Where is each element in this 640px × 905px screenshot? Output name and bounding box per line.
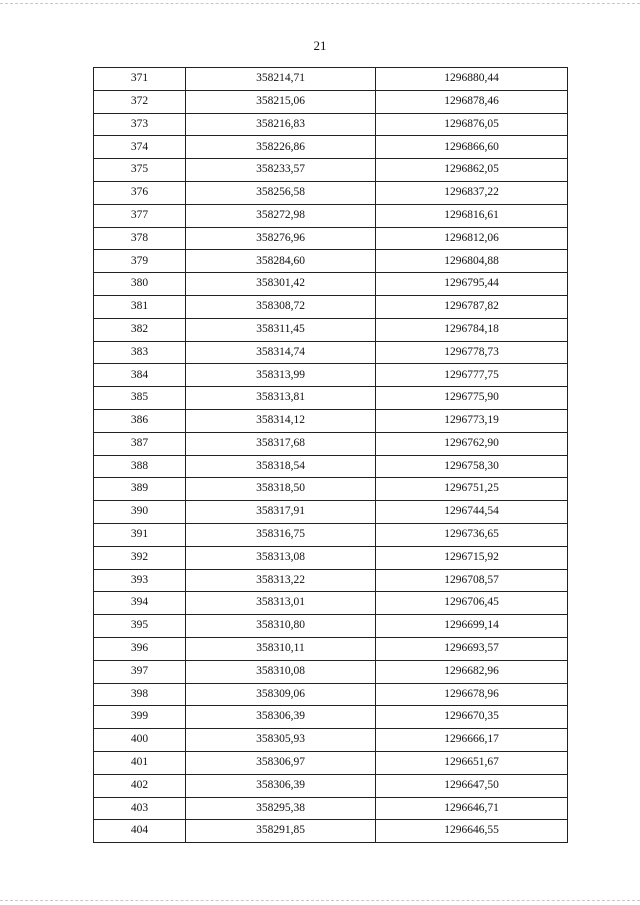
- y-coordinate-cell: 1296880,44: [376, 68, 568, 91]
- table-row: [94, 409, 568, 432]
- x-coordinate-cell: 358284,60: [186, 250, 376, 273]
- point-number-cell: 394: [94, 592, 186, 615]
- x-coordinate-cell: 358313,99: [186, 364, 376, 387]
- point-number-cell: 380: [94, 273, 186, 296]
- table-row: [94, 136, 568, 159]
- x-coordinate-cell: 358305,93: [186, 729, 376, 752]
- point-number-cell: 391: [94, 523, 186, 546]
- x-coordinate-cell: 358313,08: [186, 546, 376, 569]
- x-coordinate-cell: 358306,39: [186, 706, 376, 729]
- x-coordinate-cell: 358313,22: [186, 569, 376, 592]
- y-coordinate-cell: 1296758,30: [376, 455, 568, 478]
- table-row: [94, 113, 568, 136]
- point-number-cell: 375: [94, 159, 186, 182]
- x-coordinate-cell: 358306,97: [186, 751, 376, 774]
- y-coordinate-cell: 1296670,35: [376, 706, 568, 729]
- x-coordinate-cell: 358313,81: [186, 387, 376, 410]
- point-number-cell: 381: [94, 295, 186, 318]
- table-row: [94, 364, 568, 387]
- table-row: [94, 204, 568, 227]
- x-coordinate-cell: 358272,98: [186, 204, 376, 227]
- table-row: [94, 660, 568, 683]
- y-coordinate-cell: 1296775,90: [376, 387, 568, 410]
- x-coordinate-cell: 358311,45: [186, 318, 376, 341]
- point-number-cell: 392: [94, 546, 186, 569]
- y-coordinate-cell: 1296804,88: [376, 250, 568, 273]
- table-row: [94, 295, 568, 318]
- table-row: [94, 751, 568, 774]
- table-row: [94, 615, 568, 638]
- point-number-cell: 395: [94, 615, 186, 638]
- page-number: 21: [313, 38, 327, 53]
- y-coordinate-cell: 1296812,06: [376, 227, 568, 250]
- y-coordinate-cell: 1296762,90: [376, 432, 568, 455]
- x-coordinate-cell: 358276,96: [186, 227, 376, 250]
- point-number-cell: 398: [94, 683, 186, 706]
- point-number-cell: 404: [94, 820, 186, 843]
- table-row: [94, 637, 568, 660]
- y-coordinate-cell: 1296784,18: [376, 318, 568, 341]
- y-coordinate-cell: 1296878,46: [376, 90, 568, 113]
- y-coordinate-cell: 1296795,44: [376, 273, 568, 296]
- point-number-cell: 378: [94, 227, 186, 250]
- point-number-cell: 372: [94, 90, 186, 113]
- point-number-cell: 402: [94, 774, 186, 797]
- y-coordinate-cell: 1296666,17: [376, 729, 568, 752]
- table-row: [94, 546, 568, 569]
- table-row: [94, 159, 568, 182]
- scan-edge-bottom: [0, 900, 640, 901]
- point-number-cell: 396: [94, 637, 186, 660]
- y-coordinate-cell: 1296647,50: [376, 774, 568, 797]
- x-coordinate-cell: 358313,01: [186, 592, 376, 615]
- point-number-cell: 388: [94, 455, 186, 478]
- x-coordinate-cell: 358310,80: [186, 615, 376, 638]
- y-coordinate-cell: 1296646,71: [376, 797, 568, 820]
- table-row: [94, 523, 568, 546]
- y-coordinate-cell: 1296736,65: [376, 523, 568, 546]
- point-number-cell: 399: [94, 706, 186, 729]
- table-row: [94, 501, 568, 524]
- point-number-cell: 377: [94, 204, 186, 227]
- table-row: [94, 729, 568, 752]
- point-number-cell: 373: [94, 113, 186, 136]
- table-row: [94, 592, 568, 615]
- x-coordinate-cell: 358317,91: [186, 501, 376, 524]
- point-number-cell: 382: [94, 318, 186, 341]
- coordinates-table: [93, 67, 568, 843]
- x-coordinate-cell: 358233,57: [186, 159, 376, 182]
- point-number-cell: 371: [94, 68, 186, 91]
- point-number-cell: 383: [94, 341, 186, 364]
- table-row: [94, 820, 568, 843]
- y-coordinate-cell: 1296693,57: [376, 637, 568, 660]
- y-coordinate-cell: 1296651,67: [376, 751, 568, 774]
- x-coordinate-cell: 358310,08: [186, 660, 376, 683]
- table-row: [94, 432, 568, 455]
- point-number-cell: 379: [94, 250, 186, 273]
- point-number-cell: 386: [94, 409, 186, 432]
- x-coordinate-cell: 358295,38: [186, 797, 376, 820]
- x-coordinate-cell: 358226,86: [186, 136, 376, 159]
- table-row: [94, 250, 568, 273]
- point-number-cell: 376: [94, 181, 186, 204]
- scan-edge-top: [0, 3, 640, 4]
- table-row: [94, 90, 568, 113]
- table-row: [94, 387, 568, 410]
- x-coordinate-cell: 358306,39: [186, 774, 376, 797]
- table-row: [94, 569, 568, 592]
- point-number-cell: 401: [94, 751, 186, 774]
- x-coordinate-cell: 358256,58: [186, 181, 376, 204]
- y-coordinate-cell: 1296751,25: [376, 478, 568, 501]
- y-coordinate-cell: 1296778,73: [376, 341, 568, 364]
- table-row: [94, 273, 568, 296]
- x-coordinate-cell: 358308,72: [186, 295, 376, 318]
- coordinates-table-body: [94, 68, 568, 843]
- x-coordinate-cell: 358301,42: [186, 273, 376, 296]
- table-row: [94, 478, 568, 501]
- y-coordinate-cell: 1296777,75: [376, 364, 568, 387]
- point-number-cell: 400: [94, 729, 186, 752]
- y-coordinate-cell: 1296816,61: [376, 204, 568, 227]
- y-coordinate-cell: 1296773,19: [376, 409, 568, 432]
- x-coordinate-cell: 358216,83: [186, 113, 376, 136]
- x-coordinate-cell: 358309,06: [186, 683, 376, 706]
- x-coordinate-cell: 358215,06: [186, 90, 376, 113]
- y-coordinate-cell: 1296646,55: [376, 820, 568, 843]
- y-coordinate-cell: 1296682,96: [376, 660, 568, 683]
- x-coordinate-cell: 358316,75: [186, 523, 376, 546]
- y-coordinate-cell: 1296699,14: [376, 615, 568, 638]
- table-row: [94, 181, 568, 204]
- point-number-cell: 389: [94, 478, 186, 501]
- point-number-cell: 397: [94, 660, 186, 683]
- table-row: [94, 797, 568, 820]
- y-coordinate-cell: 1296744,54: [376, 501, 568, 524]
- table-row: [94, 318, 568, 341]
- x-coordinate-cell: 358317,68: [186, 432, 376, 455]
- table-row: [94, 68, 568, 91]
- point-number-cell: 403: [94, 797, 186, 820]
- x-coordinate-cell: 358214,71: [186, 68, 376, 91]
- point-number-cell: 390: [94, 501, 186, 524]
- y-coordinate-cell: 1296787,82: [376, 295, 568, 318]
- point-number-cell: 374: [94, 136, 186, 159]
- y-coordinate-cell: 1296715,92: [376, 546, 568, 569]
- y-coordinate-cell: 1296866,60: [376, 136, 568, 159]
- x-coordinate-cell: 358310,11: [186, 637, 376, 660]
- x-coordinate-cell: 358314,12: [186, 409, 376, 432]
- y-coordinate-cell: 1296862,05: [376, 159, 568, 182]
- point-number-cell: 385: [94, 387, 186, 410]
- y-coordinate-cell: 1296708,57: [376, 569, 568, 592]
- y-coordinate-cell: 1296876,05: [376, 113, 568, 136]
- point-number-cell: 393: [94, 569, 186, 592]
- table-row: [94, 706, 568, 729]
- point-number-cell: 387: [94, 432, 186, 455]
- table-row: [94, 227, 568, 250]
- y-coordinate-cell: 1296837,22: [376, 181, 568, 204]
- table-row: [94, 774, 568, 797]
- x-coordinate-cell: 358314,74: [186, 341, 376, 364]
- table-row: [94, 683, 568, 706]
- x-coordinate-cell: 358318,54: [186, 455, 376, 478]
- x-coordinate-cell: 358291,85: [186, 820, 376, 843]
- x-coordinate-cell: 358318,50: [186, 478, 376, 501]
- y-coordinate-cell: 1296678,96: [376, 683, 568, 706]
- y-coordinate-cell: 1296706,45: [376, 592, 568, 615]
- table-row: [94, 341, 568, 364]
- point-number-cell: 384: [94, 364, 186, 387]
- table-row: [94, 455, 568, 478]
